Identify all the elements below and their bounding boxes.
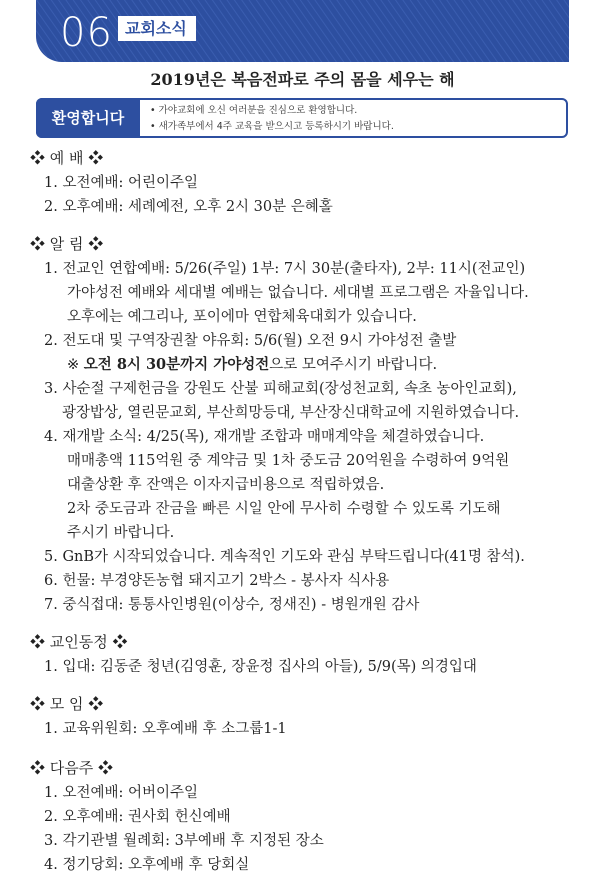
notice-item-6: 6. 헌물: 부경양돈농협 돼지고기 2박스 - 봉사자 식사용 bbox=[44, 573, 390, 589]
notice-item-1-line: 오후에는 예그리나, 포이에마 연합체육대회가 있습니다. bbox=[67, 309, 417, 325]
notice-item-4-line: 대출상환 후 잔액은 이자지급비용으로 적립하였음. bbox=[67, 477, 385, 493]
worship-item: 2. 오후예배: 세례예전, 오후 2시 30분 은혜홀 bbox=[44, 199, 333, 215]
welcome-item: • 새가족부에서 4주 교육을 받으시고 등록하시기 바랍니다. bbox=[150, 119, 394, 135]
meetings-item: 1. 교육위원회: 오후예배 후 소그룹1-1 bbox=[44, 721, 287, 737]
worship-item: 1. 오전예배: 어린이주일 bbox=[44, 175, 199, 191]
note-rest: 으로 모여주시기 바랍니다. bbox=[269, 357, 438, 373]
note-bold: 오전 8시 30분까지 가야성전 bbox=[83, 356, 270, 373]
worship-heading: ❖ 예 배 ❖ bbox=[30, 149, 104, 167]
section-label: 교회소식 bbox=[118, 16, 196, 41]
section-banner bbox=[36, 0, 569, 62]
notice-item-4-line: 주시기 바랍니다. bbox=[67, 525, 175, 541]
members-heading: ❖ 교인동정 ❖ bbox=[30, 633, 128, 651]
welcome-list bbox=[150, 103, 394, 135]
section-number: 06 bbox=[60, 10, 113, 56]
next-week-heading: ❖ 다음주 ❖ bbox=[30, 759, 114, 777]
page-headline: 2019년은 복음전파로 주의 몸을 세우는 해 bbox=[150, 70, 455, 89]
next-week-item: 3. 각기관별 월례회: 3부예배 후 지정된 장소 bbox=[44, 833, 324, 849]
meetings-heading: ❖ 모 임 ❖ bbox=[30, 695, 104, 713]
banner-stripes bbox=[36, 0, 569, 62]
members-item: 1. 입대: 김동준 청년(김영훈, 장윤정 집사의 아들), 5/9(목) 의경입대 bbox=[44, 659, 477, 675]
notice-item-2-note bbox=[67, 353, 437, 374]
notice-item-4-line: 2차 중도금과 잔금을 빠른 시일 안에 무사히 수령할 수 있도록 기도해 bbox=[67, 501, 501, 517]
notice-item-7: 7. 중식접대: 통통사인병원(이상수, 정새진) - 병원개원 감사 bbox=[44, 597, 420, 613]
welcome-box bbox=[36, 98, 568, 138]
notice-item-1: 1. 전교인 연합예배: 5/26(주일) 1부: 7시 30분(출타자), 2부: 11시(전교인) bbox=[44, 261, 526, 277]
next-week-item: 1. 오전예배: 어버이주일 bbox=[44, 785, 199, 801]
notice-item-3: 3. 사순절 구제헌금을 강원도 산불 피해교회(장성천교회, 속초 농아인교회), bbox=[44, 381, 517, 397]
notice-item-1-line: 가야성전 예배와 세대별 예배는 없습니다. 세대별 프로그램은 자율입니다. bbox=[67, 285, 529, 301]
notices-heading: ❖ 알 림 ❖ bbox=[30, 235, 104, 253]
note-prefix: ※ bbox=[67, 357, 84, 373]
notice-item-2: 2. 전도대 및 구역장권찰 야유회: 5/6(월) 오전 9시 가야성전 출발 bbox=[44, 333, 457, 349]
next-week-item: 2. 오후예배: 권사회 헌신예배 bbox=[44, 809, 231, 825]
notice-item-4: 4. 재개발 소식: 4/25(목), 재개발 조합과 매매계약을 체결하였습니다. bbox=[44, 429, 485, 445]
notice-item-3-line: 광장밥상, 열린문교회, 부산희망등대, 부산장신대학교에 지원하였습니다. bbox=[62, 405, 520, 421]
welcome-item: • 가야교회에 오신 여러분을 진심으로 환영합니다. bbox=[150, 103, 394, 119]
next-week-item: 4. 정기당회: 오후예배 후 당회실 bbox=[44, 857, 250, 873]
notice-item-4-line: 매매총액 115억원 중 계약금 및 1차 중도금 20억원을 수령하여 9억원 bbox=[67, 453, 510, 469]
notice-item-5: 5. GnB가 시작되었습니다. 계속적인 기도와 관심 부탁드립니다(41명 참석). bbox=[44, 549, 525, 565]
welcome-title: 환영합니다 bbox=[36, 98, 140, 138]
